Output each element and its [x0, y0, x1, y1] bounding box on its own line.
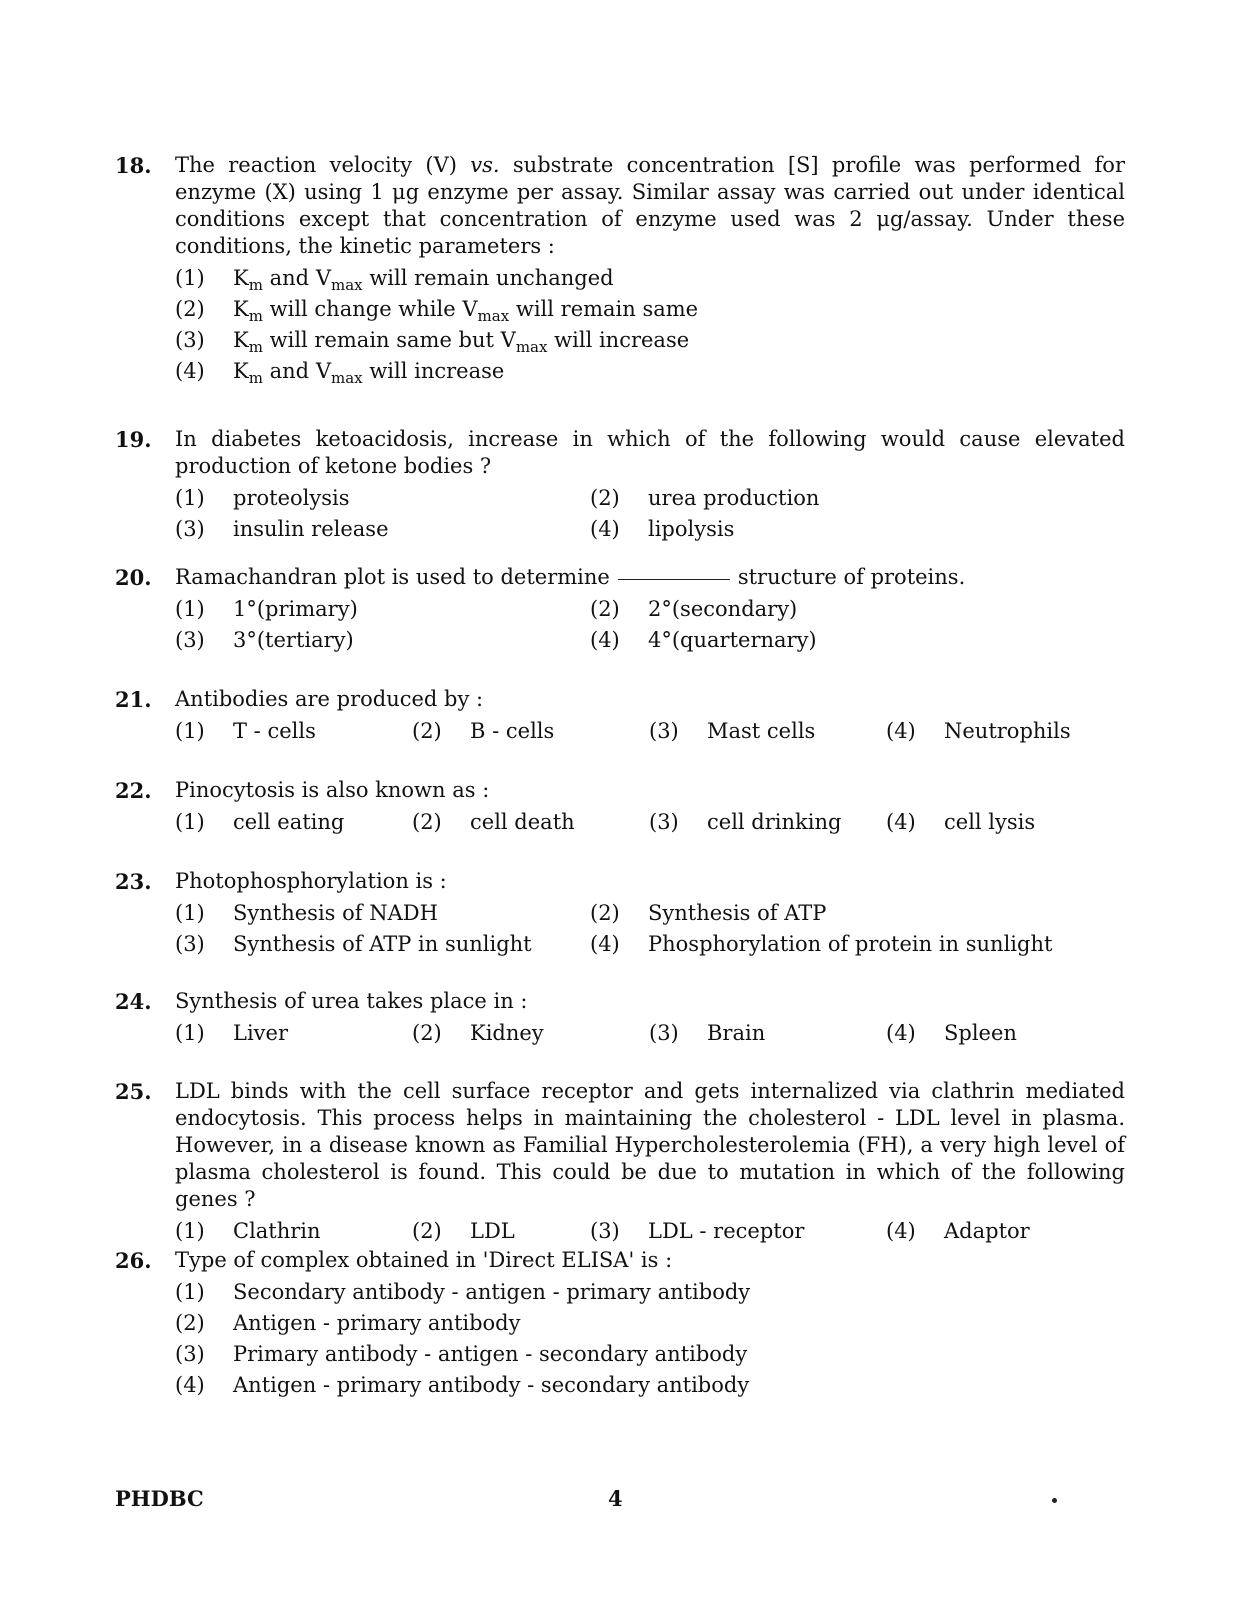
option-4: (4) 4°(quarternary) [590, 628, 817, 652]
question-stem: Ramachandran plot is used to determine structure of proteins. [175, 565, 966, 589]
option-2: (2) B - cells [412, 719, 555, 743]
option-1: (1) T - cells [175, 719, 316, 743]
option-3: (3) Synthesis of ATP in sunlight [175, 932, 532, 956]
page-number: 4 [608, 1486, 623, 1511]
option-1: (1) Secondary antibody - antigen - primary antibody [175, 1280, 751, 1304]
option-2: (2) LDL [412, 1219, 515, 1243]
option-text: $K_m$ and $V_{max}$ will increase [233, 359, 505, 387]
question-stem: Type of complex obtained in 'Direct ELISA' is : [175, 1248, 673, 1272]
option-1: (1) Synthesis of NADH [175, 901, 438, 925]
option-2: (2) 2°(secondary) [590, 597, 798, 621]
question-22: 22. Pinocytosis is also known as : (1) cell eating (2) cell death (3) cell drinking (4) cell lysis [115, 777, 1125, 838]
option-1: (1) 1°(primary) [175, 597, 358, 621]
option-4: (4) lipolysis [590, 517, 735, 541]
question-stem: Synthesis of urea takes place in : [175, 989, 528, 1013]
question-stem: Photophosphorylation is : [175, 869, 447, 893]
option-3: (3) Mast cells [649, 719, 816, 743]
option-1: (1) Clathrin [175, 1219, 321, 1243]
question-19: 19. In diabetes ketoacidosis, increase in which of the following would cause elevated production of ketone bodies ? (1) proteolysis (2) urea production (3) insulin release (4) lipolysis [115, 426, 1125, 545]
question-24: 24. Synthesis of urea takes place in : (1) Liver (2) Kidney (3) Brain (4) Spleen [115, 988, 1125, 1049]
question-stem: The reaction velocity (V) vs. substrate concentration [S] profile was performed for enzyme (X) using 1 μg enzyme per assay. Similar assay was carried out under identical conditions except that concentration of enzyme used was 2 μg/assay. Under these conditions, the kinetic parameters : [175, 153, 1125, 258]
option-1: (1) Liver [175, 1021, 288, 1045]
option-3: (3) Brain [649, 1021, 766, 1045]
question-26: 26. Type of complex obtained in 'Direct ELISA' is : (1) Secondary antibody - antigen - primary antibody (2) Antigen - primary antibody (3) Primary antibody - antigen - secondary antibody (4) Antigen - primary antibody - secondary antibody [115, 1247, 1125, 1401]
question-25: 25. LDL binds with the cell surface receptor and gets internalized via clathrin mediated endocytosis. This process helps in maintaining the cholesterol - LDL level in plasma. However, in a disease known as Familial Hypercholesterolemia (FH), a very high level of plasma cholesterol is found. This could be due to mutation in which of the following genes ? (1) Clathrin (2) LDL (3) LDL - receptor (4) Adaptor [115, 1078, 1125, 1247]
fill-in-blank [618, 578, 730, 580]
option-4: (4) Phosphorylation of protein in sunlight [590, 932, 1053, 956]
option-3: (3) LDL - receptor [590, 1219, 805, 1243]
option-4: (4) Antigen - primary antibody - secondary antibody [175, 1373, 750, 1397]
option-2: (2) urea production [590, 486, 820, 510]
scan-speck [1052, 1498, 1057, 1503]
question-stem: In diabetes ketoacidosis, increase in which of the following would cause elevated production of ketone bodies ? [175, 427, 1125, 478]
question-number: 18. [115, 153, 152, 178]
option-3: (3) insulin release [175, 517, 389, 541]
question-stem: Pinocytosis is also known as : [175, 778, 490, 802]
option-4: (4) $K_m$ and $V_{max}$ will increase [175, 356, 1125, 387]
option-2: (2) Antigen - primary antibody [175, 1311, 521, 1335]
option-4: (4) Neutrophils [886, 719, 1071, 743]
option-3: (3) $K_m$ will remain same but $V_{max}$ will increase [175, 325, 1125, 356]
option-3: (3) 3°(tertiary) [175, 628, 354, 652]
paper-code: PHDBC [115, 1486, 204, 1511]
question-stem: Antibodies are produced by : [175, 687, 484, 711]
option-2: (2) cell death [412, 810, 575, 834]
question-21: 21. Antibodies are produced by : (1) T - cells (2) B - cells (3) Mast cells (4) Neutrophils [115, 686, 1125, 747]
option-2: (2) Kidney [412, 1021, 544, 1045]
option-1: (1) proteolysis [175, 486, 350, 510]
question-23: 23. Photophosphorylation is : (1) Synthesis of NADH (2) Synthesis of ATP (3) Synthesis of ATP in sunlight (4) Phosphorylation of protein in sunlight [115, 868, 1125, 960]
option-4: (4) Spleen [886, 1021, 1017, 1045]
option-3: (3) cell drinking [649, 810, 842, 834]
option-4: (4) Adaptor [886, 1219, 1030, 1243]
question-20: 20. Ramachandran plot is used to determine structure of proteins. (1) 1°(primary) (2) 2°(secondary) (3) 3°(tertiary) (4) 4°(quarternary) [115, 564, 1125, 656]
option-2: (2) Synthesis of ATP [590, 901, 827, 925]
option-1: (1) $K_m$ and $V_{max}$ will remain unchanged [175, 263, 1125, 294]
option-4: (4) cell lysis [886, 810, 1036, 834]
option-2: (2) $K_m$ will change while $V_{max}$ will remain same [175, 294, 1125, 325]
option-text: $K_m$ will change while $V_{max}$ will remain same [233, 297, 699, 325]
option-text: $K_m$ and $V_{max}$ will remain unchanged [233, 266, 614, 294]
option-3: (3) Primary antibody - antigen - secondary antibody [175, 1342, 748, 1366]
question-18 [115, 152, 1125, 387]
question-stem: LDL binds with the cell surface receptor and gets internalized via clathrin mediated endocytosis. This process helps in maintaining the cholesterol - LDL level in plasma. However, in a disease known as Familial Hypercholesterolemia (FH), a very high level of plasma cholesterol is found. This could be due to mutation in which of the following genes ? [175, 1079, 1125, 1211]
option-text: $K_m$ will remain same but $V_{max}$ will increase [233, 328, 690, 356]
option-1: (1) cell eating [175, 810, 345, 834]
